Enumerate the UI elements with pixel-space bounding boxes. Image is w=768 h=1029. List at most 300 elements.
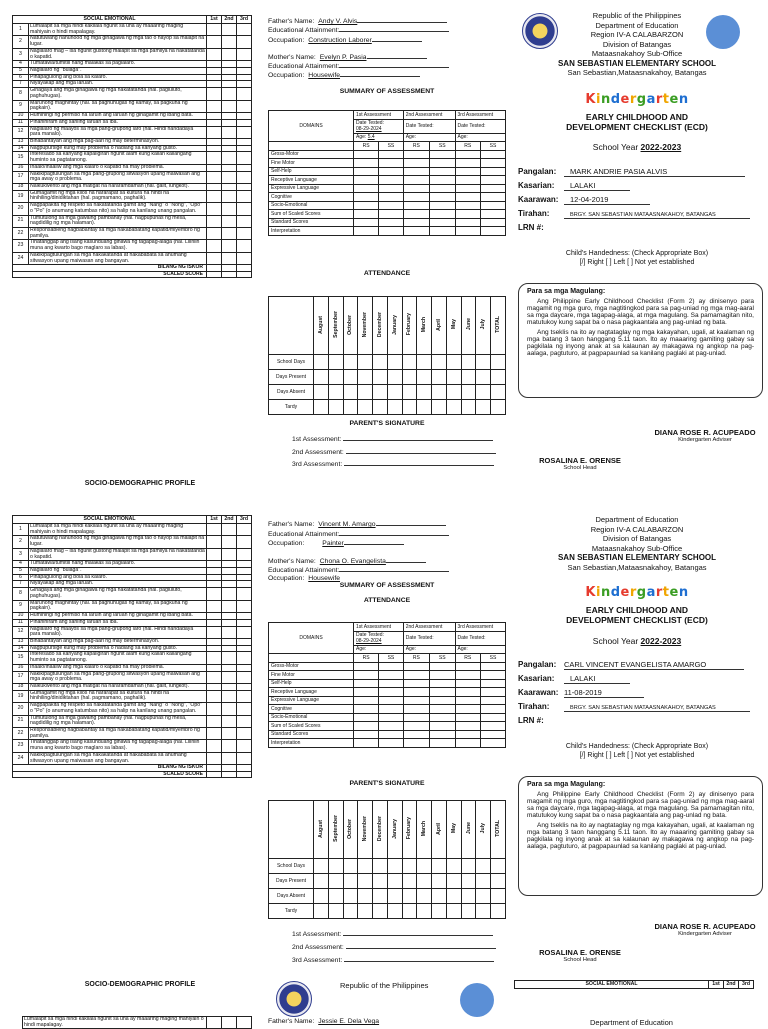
attendance-cell[interactable]	[328, 355, 343, 370]
attendance-cell[interactable]	[476, 370, 491, 385]
score-cell-3[interactable]	[237, 119, 252, 126]
score-cell-3[interactable]	[237, 536, 252, 548]
summary-cell[interactable]	[403, 722, 429, 731]
summary-cell[interactable]	[429, 739, 455, 748]
attendance-cell[interactable]	[432, 385, 447, 400]
score-cell-3[interactable]	[237, 24, 252, 36]
summary-cell[interactable]	[455, 193, 481, 202]
attendance-cell[interactable]	[417, 859, 432, 874]
attendance-cell[interactable]	[476, 859, 491, 874]
summary-cell[interactable]	[481, 159, 506, 168]
score-cell-1[interactable]	[207, 252, 222, 264]
summary-cell[interactable]	[403, 739, 429, 748]
score-cell-3[interactable]	[237, 524, 252, 536]
score-cell-1[interactable]	[207, 524, 222, 536]
attendance-cell[interactable]	[343, 904, 358, 919]
attendance-cell[interactable]	[432, 889, 447, 904]
score-cell-1[interactable]	[207, 36, 222, 48]
score-cell-3[interactable]	[237, 638, 252, 645]
score-cell-2[interactable]	[222, 68, 237, 75]
score-cell-3[interactable]	[237, 171, 252, 183]
summary-cell[interactable]	[481, 150, 506, 159]
attendance-cell[interactable]	[402, 385, 417, 400]
summary-cell[interactable]	[403, 688, 429, 697]
score-cell-3[interactable]	[237, 203, 252, 215]
score-cell-3[interactable]	[237, 74, 252, 81]
summary-cell[interactable]	[354, 713, 379, 722]
attendance-cell[interactable]	[476, 385, 491, 400]
score-cell-3[interactable]	[237, 164, 252, 171]
summary-cell[interactable]	[429, 150, 455, 159]
summary-cell[interactable]	[455, 227, 481, 236]
summary-cell[interactable]	[455, 696, 481, 705]
attendance-cell[interactable]	[446, 904, 461, 919]
attendance-cell[interactable]	[476, 904, 491, 919]
attendance-cell[interactable]	[358, 400, 373, 415]
summary-cell[interactable]	[481, 722, 506, 731]
summary-cell[interactable]	[379, 176, 404, 185]
attendance-cell[interactable]	[417, 889, 432, 904]
score-cell-3[interactable]	[237, 645, 252, 652]
attendance-cell[interactable]	[446, 370, 461, 385]
summary-cell[interactable]	[455, 662, 481, 671]
attendance-cell[interactable]	[461, 859, 476, 874]
summary-cell[interactable]	[403, 730, 429, 739]
score-cell-3[interactable]	[237, 613, 252, 620]
summary-cell[interactable]	[403, 227, 429, 236]
attendance-cell[interactable]	[328, 904, 343, 919]
score-cell-1[interactable]	[207, 126, 222, 138]
score-cell-3[interactable]	[237, 561, 252, 568]
score-cell-3[interactable]	[237, 626, 252, 638]
summary-cell[interactable]	[429, 227, 455, 236]
score-cell-2[interactable]	[222, 613, 237, 620]
score-cell-2[interactable]	[222, 683, 237, 690]
summary-cell[interactable]	[379, 201, 404, 210]
attendance-cell[interactable]	[491, 889, 506, 904]
summary-cell[interactable]	[481, 176, 506, 185]
attendance-cell[interactable]	[461, 904, 476, 919]
summary-cell[interactable]	[354, 184, 379, 193]
score-cell-2[interactable]	[222, 240, 237, 252]
score-cell-2[interactable]	[222, 581, 237, 588]
score-cell-3[interactable]	[237, 600, 252, 612]
score-cell-1[interactable]	[207, 152, 222, 164]
summary-cell[interactable]	[429, 193, 455, 202]
score-cell-1[interactable]	[207, 652, 222, 664]
summary-cell[interactable]	[354, 696, 379, 705]
score-cell-1[interactable]	[207, 728, 222, 740]
attendance-cell[interactable]	[343, 859, 358, 874]
attendance-cell[interactable]	[387, 874, 402, 889]
score-cell-1[interactable]	[207, 100, 222, 112]
score-cell-1[interactable]	[207, 715, 222, 727]
score-cell-2[interactable]	[222, 600, 237, 612]
summary-cell[interactable]	[455, 150, 481, 159]
score-cell-3[interactable]	[237, 88, 252, 100]
score-cell-1[interactable]	[207, 61, 222, 68]
score-cell-2[interactable]	[222, 215, 237, 227]
score-cell-1[interactable]	[207, 600, 222, 612]
attendance-cell[interactable]	[446, 385, 461, 400]
attendance-cell[interactable]	[343, 385, 358, 400]
attendance-cell[interactable]	[491, 370, 506, 385]
score-cell-2[interactable]	[222, 252, 237, 264]
summary-cell[interactable]	[429, 167, 455, 176]
attendance-cell[interactable]	[343, 889, 358, 904]
attendance-cell[interactable]	[491, 400, 506, 415]
score-cell-1[interactable]	[207, 664, 222, 671]
attendance-cell[interactable]	[446, 889, 461, 904]
summary-cell[interactable]	[429, 679, 455, 688]
score-cell-3[interactable]	[237, 228, 252, 240]
attendance-cell[interactable]	[432, 355, 447, 370]
score-cell-3[interactable]	[237, 68, 252, 75]
summary-cell[interactable]	[481, 662, 506, 671]
summary-cell[interactable]	[379, 218, 404, 227]
summary-cell[interactable]	[354, 150, 379, 159]
score-cell-1[interactable]	[207, 171, 222, 183]
summary-cell[interactable]	[379, 184, 404, 193]
attendance-cell[interactable]	[328, 859, 343, 874]
summary-cell[interactable]	[354, 662, 379, 671]
summary-cell[interactable]	[403, 713, 429, 722]
score-cell-3[interactable]	[237, 152, 252, 164]
attendance-cell[interactable]	[314, 370, 329, 385]
summary-cell[interactable]	[481, 671, 506, 680]
attendance-cell[interactable]	[476, 355, 491, 370]
summary-cell[interactable]	[455, 671, 481, 680]
summary-cell[interactable]	[379, 150, 404, 159]
score-cell-1[interactable]	[207, 626, 222, 638]
attendance-cell[interactable]	[476, 874, 491, 889]
score-cell-3[interactable]	[237, 215, 252, 227]
score-cell-1[interactable]	[207, 568, 222, 575]
summary-cell[interactable]	[379, 730, 404, 739]
summary-cell[interactable]	[481, 184, 506, 193]
attendance-cell[interactable]	[343, 874, 358, 889]
attendance-cell[interactable]	[358, 889, 373, 904]
summary-cell[interactable]	[455, 730, 481, 739]
summary-cell[interactable]	[455, 713, 481, 722]
score-cell-1[interactable]	[207, 588, 222, 600]
score-cell-1[interactable]	[207, 215, 222, 227]
attendance-cell[interactable]	[491, 859, 506, 874]
summary-cell[interactable]	[455, 218, 481, 227]
summary-cell[interactable]	[354, 193, 379, 202]
score-cell-1[interactable]	[207, 690, 222, 702]
attendance-cell[interactable]	[387, 385, 402, 400]
summary-cell[interactable]	[403, 159, 429, 168]
summary-cell[interactable]	[429, 722, 455, 731]
attendance-cell[interactable]	[314, 874, 329, 889]
summary-cell[interactable]	[354, 739, 379, 748]
score-cell-3[interactable]	[237, 568, 252, 575]
summary-cell[interactable]	[379, 227, 404, 236]
attendance-cell[interactable]	[432, 370, 447, 385]
summary-cell[interactable]	[481, 739, 506, 748]
score-cell-2[interactable]	[222, 561, 237, 568]
summary-cell[interactable]	[354, 218, 379, 227]
attendance-cell[interactable]	[402, 859, 417, 874]
summary-cell[interactable]	[379, 739, 404, 748]
attendance-cell[interactable]	[314, 400, 329, 415]
summary-cell[interactable]	[481, 705, 506, 714]
score-cell-1[interactable]	[207, 190, 222, 202]
score-cell-1[interactable]	[207, 24, 222, 36]
summary-cell[interactable]	[429, 671, 455, 680]
attendance-cell[interactable]	[432, 904, 447, 919]
summary-cell[interactable]	[403, 167, 429, 176]
summary-cell[interactable]	[354, 688, 379, 697]
summary-cell[interactable]	[379, 167, 404, 176]
attendance-cell[interactable]	[402, 400, 417, 415]
score-cell-3[interactable]	[237, 740, 252, 752]
attendance-cell[interactable]	[417, 400, 432, 415]
score-cell-2[interactable]	[222, 728, 237, 740]
summary-cell[interactable]	[379, 662, 404, 671]
score-cell-1[interactable]	[207, 740, 222, 752]
summary-cell[interactable]	[455, 159, 481, 168]
score-cell-1[interactable]	[207, 613, 222, 620]
score-cell-2[interactable]	[222, 690, 237, 702]
score-cell-3[interactable]	[237, 240, 252, 252]
attendance-cell[interactable]	[328, 400, 343, 415]
attendance-cell[interactable]	[432, 859, 447, 874]
summary-cell[interactable]	[379, 688, 404, 697]
score-cell-2[interactable]	[222, 536, 237, 548]
score-cell-3[interactable]	[237, 652, 252, 664]
score-cell-2[interactable]	[222, 190, 237, 202]
score-cell-3[interactable]	[237, 690, 252, 702]
summary-cell[interactable]	[455, 167, 481, 176]
score-cell-3[interactable]	[237, 703, 252, 715]
attendance-cell[interactable]	[358, 370, 373, 385]
summary-cell[interactable]	[481, 218, 506, 227]
score-cell-2[interactable]	[222, 203, 237, 215]
score-cell-3[interactable]	[237, 113, 252, 120]
attendance-cell[interactable]	[314, 904, 329, 919]
score-cell-1[interactable]	[207, 581, 222, 588]
summary-cell[interactable]	[354, 671, 379, 680]
score-cell-3[interactable]	[237, 36, 252, 48]
score-cell-1[interactable]	[207, 68, 222, 75]
summary-cell[interactable]	[379, 705, 404, 714]
attendance-cell[interactable]	[358, 904, 373, 919]
summary-cell[interactable]	[379, 696, 404, 705]
summary-cell[interactable]	[481, 193, 506, 202]
summary-cell[interactable]	[403, 150, 429, 159]
score-cell-2[interactable]	[222, 119, 237, 126]
attendance-cell[interactable]	[461, 385, 476, 400]
score-cell-3[interactable]	[237, 100, 252, 112]
score-cell-1[interactable]	[207, 138, 222, 145]
attendance-cell[interactable]	[402, 889, 417, 904]
score-cell-3[interactable]	[237, 138, 252, 145]
score-cell-3[interactable]	[237, 588, 252, 600]
score-cell-2[interactable]	[222, 664, 237, 671]
summary-cell[interactable]	[403, 201, 429, 210]
summary-cell[interactable]	[455, 705, 481, 714]
summary-cell[interactable]	[403, 662, 429, 671]
summary-cell[interactable]	[429, 184, 455, 193]
attendance-cell[interactable]	[387, 859, 402, 874]
attendance-cell[interactable]	[402, 355, 417, 370]
summary-cell[interactable]	[354, 167, 379, 176]
score-cell-2[interactable]	[222, 752, 237, 764]
score-cell-2[interactable]	[222, 645, 237, 652]
summary-cell[interactable]	[354, 705, 379, 714]
attendance-cell[interactable]	[373, 889, 388, 904]
attendance-cell[interactable]	[373, 904, 388, 919]
score-cell-2[interactable]	[222, 183, 237, 190]
summary-cell[interactable]	[481, 688, 506, 697]
score-cell-1[interactable]	[207, 81, 222, 88]
summary-cell[interactable]	[455, 176, 481, 185]
score-cell-2[interactable]	[222, 126, 237, 138]
summary-cell[interactable]	[481, 167, 506, 176]
score-cell-1[interactable]	[207, 574, 222, 581]
summary-cell[interactable]	[379, 679, 404, 688]
score-cell-2[interactable]	[222, 652, 237, 664]
attendance-cell[interactable]	[446, 859, 461, 874]
attendance-cell[interactable]	[387, 904, 402, 919]
score-cell-3[interactable]	[237, 145, 252, 152]
summary-cell[interactable]	[429, 176, 455, 185]
summary-cell[interactable]	[354, 679, 379, 688]
attendance-cell[interactable]	[387, 370, 402, 385]
attendance-cell[interactable]	[432, 400, 447, 415]
attendance-cell[interactable]	[432, 874, 447, 889]
attendance-cell[interactable]	[402, 370, 417, 385]
summary-cell[interactable]	[429, 688, 455, 697]
attendance-cell[interactable]	[476, 400, 491, 415]
summary-cell[interactable]	[403, 210, 429, 219]
summary-cell[interactable]	[379, 722, 404, 731]
score-cell-1[interactable]	[207, 88, 222, 100]
score-cell-3[interactable]	[237, 548, 252, 560]
summary-cell[interactable]	[379, 159, 404, 168]
score-cell-1[interactable]	[207, 638, 222, 645]
attendance-cell[interactable]	[343, 355, 358, 370]
attendance-cell[interactable]	[373, 400, 388, 415]
score-cell-1[interactable]	[207, 164, 222, 171]
score-cell-2[interactable]	[222, 48, 237, 60]
score-cell-2[interactable]	[222, 36, 237, 48]
score-cell-1[interactable]	[207, 548, 222, 560]
attendance-cell[interactable]	[461, 355, 476, 370]
score-cell-2[interactable]	[222, 100, 237, 112]
attendance-cell[interactable]	[373, 370, 388, 385]
summary-cell[interactable]	[455, 679, 481, 688]
summary-cell[interactable]	[481, 696, 506, 705]
attendance-cell[interactable]	[417, 370, 432, 385]
summary-cell[interactable]	[481, 730, 506, 739]
attendance-cell[interactable]	[461, 889, 476, 904]
summary-cell[interactable]	[403, 218, 429, 227]
summary-cell[interactable]	[429, 218, 455, 227]
score-cell-1[interactable]	[207, 145, 222, 152]
score-cell-3[interactable]	[237, 664, 252, 671]
summary-cell[interactable]	[354, 730, 379, 739]
score-cell-3[interactable]	[237, 683, 252, 690]
score-cell-1[interactable]	[207, 74, 222, 81]
summary-cell[interactable]	[429, 662, 455, 671]
attendance-cell[interactable]	[387, 355, 402, 370]
score-cell-2[interactable]	[222, 588, 237, 600]
score-cell-2[interactable]	[222, 568, 237, 575]
summary-cell[interactable]	[403, 193, 429, 202]
attendance-cell[interactable]	[314, 355, 329, 370]
summary-cell[interactable]	[429, 696, 455, 705]
attendance-cell[interactable]	[461, 370, 476, 385]
score-cell-1[interactable]	[207, 752, 222, 764]
attendance-cell[interactable]	[314, 889, 329, 904]
summary-cell[interactable]	[379, 671, 404, 680]
summary-cell[interactable]	[455, 201, 481, 210]
summary-cell[interactable]	[354, 210, 379, 219]
attendance-cell[interactable]	[373, 385, 388, 400]
score-cell-2[interactable]	[222, 671, 237, 683]
attendance-cell[interactable]	[343, 370, 358, 385]
score-cell-2[interactable]	[222, 548, 237, 560]
summary-cell[interactable]	[403, 671, 429, 680]
attendance-cell[interactable]	[491, 355, 506, 370]
score-cell-3[interactable]	[237, 574, 252, 581]
attendance-cell[interactable]	[476, 889, 491, 904]
score-cell-3[interactable]	[237, 715, 252, 727]
score-cell-1[interactable]	[207, 203, 222, 215]
score-cell-1[interactable]	[207, 536, 222, 548]
summary-cell[interactable]	[354, 227, 379, 236]
attendance-cell[interactable]	[314, 859, 329, 874]
score-cell-1[interactable]	[207, 183, 222, 190]
score-cell-1[interactable]	[207, 113, 222, 120]
score-cell-2[interactable]	[222, 740, 237, 752]
summary-cell[interactable]	[455, 722, 481, 731]
attendance-cell[interactable]	[358, 355, 373, 370]
attendance-cell[interactable]	[358, 874, 373, 889]
score-cell-1[interactable]	[207, 619, 222, 626]
summary-cell[interactable]	[429, 730, 455, 739]
score-cell-3[interactable]	[237, 183, 252, 190]
summary-cell[interactable]	[379, 193, 404, 202]
summary-cell[interactable]	[455, 688, 481, 697]
score-cell-2[interactable]	[222, 171, 237, 183]
score-cell-3[interactable]	[237, 619, 252, 626]
score-cell-2[interactable]	[222, 113, 237, 120]
attendance-cell[interactable]	[328, 370, 343, 385]
summary-cell[interactable]	[481, 679, 506, 688]
summary-cell[interactable]	[403, 696, 429, 705]
summary-cell[interactable]	[429, 705, 455, 714]
summary-cell[interactable]	[429, 159, 455, 168]
score-cell-2[interactable]	[222, 24, 237, 36]
attendance-cell[interactable]	[387, 889, 402, 904]
score-cell-1[interactable]	[207, 683, 222, 690]
summary-cell[interactable]	[403, 184, 429, 193]
attendance-cell[interactable]	[328, 385, 343, 400]
score-cell-2[interactable]	[222, 88, 237, 100]
attendance-cell[interactable]	[358, 385, 373, 400]
score-cell-2[interactable]	[222, 138, 237, 145]
score-cell-3[interactable]	[237, 81, 252, 88]
score-cell-1[interactable]	[207, 645, 222, 652]
attendance-cell[interactable]	[461, 400, 476, 415]
score-cell-2[interactable]	[222, 715, 237, 727]
attendance-cell[interactable]	[328, 874, 343, 889]
score-cell-2[interactable]	[222, 228, 237, 240]
